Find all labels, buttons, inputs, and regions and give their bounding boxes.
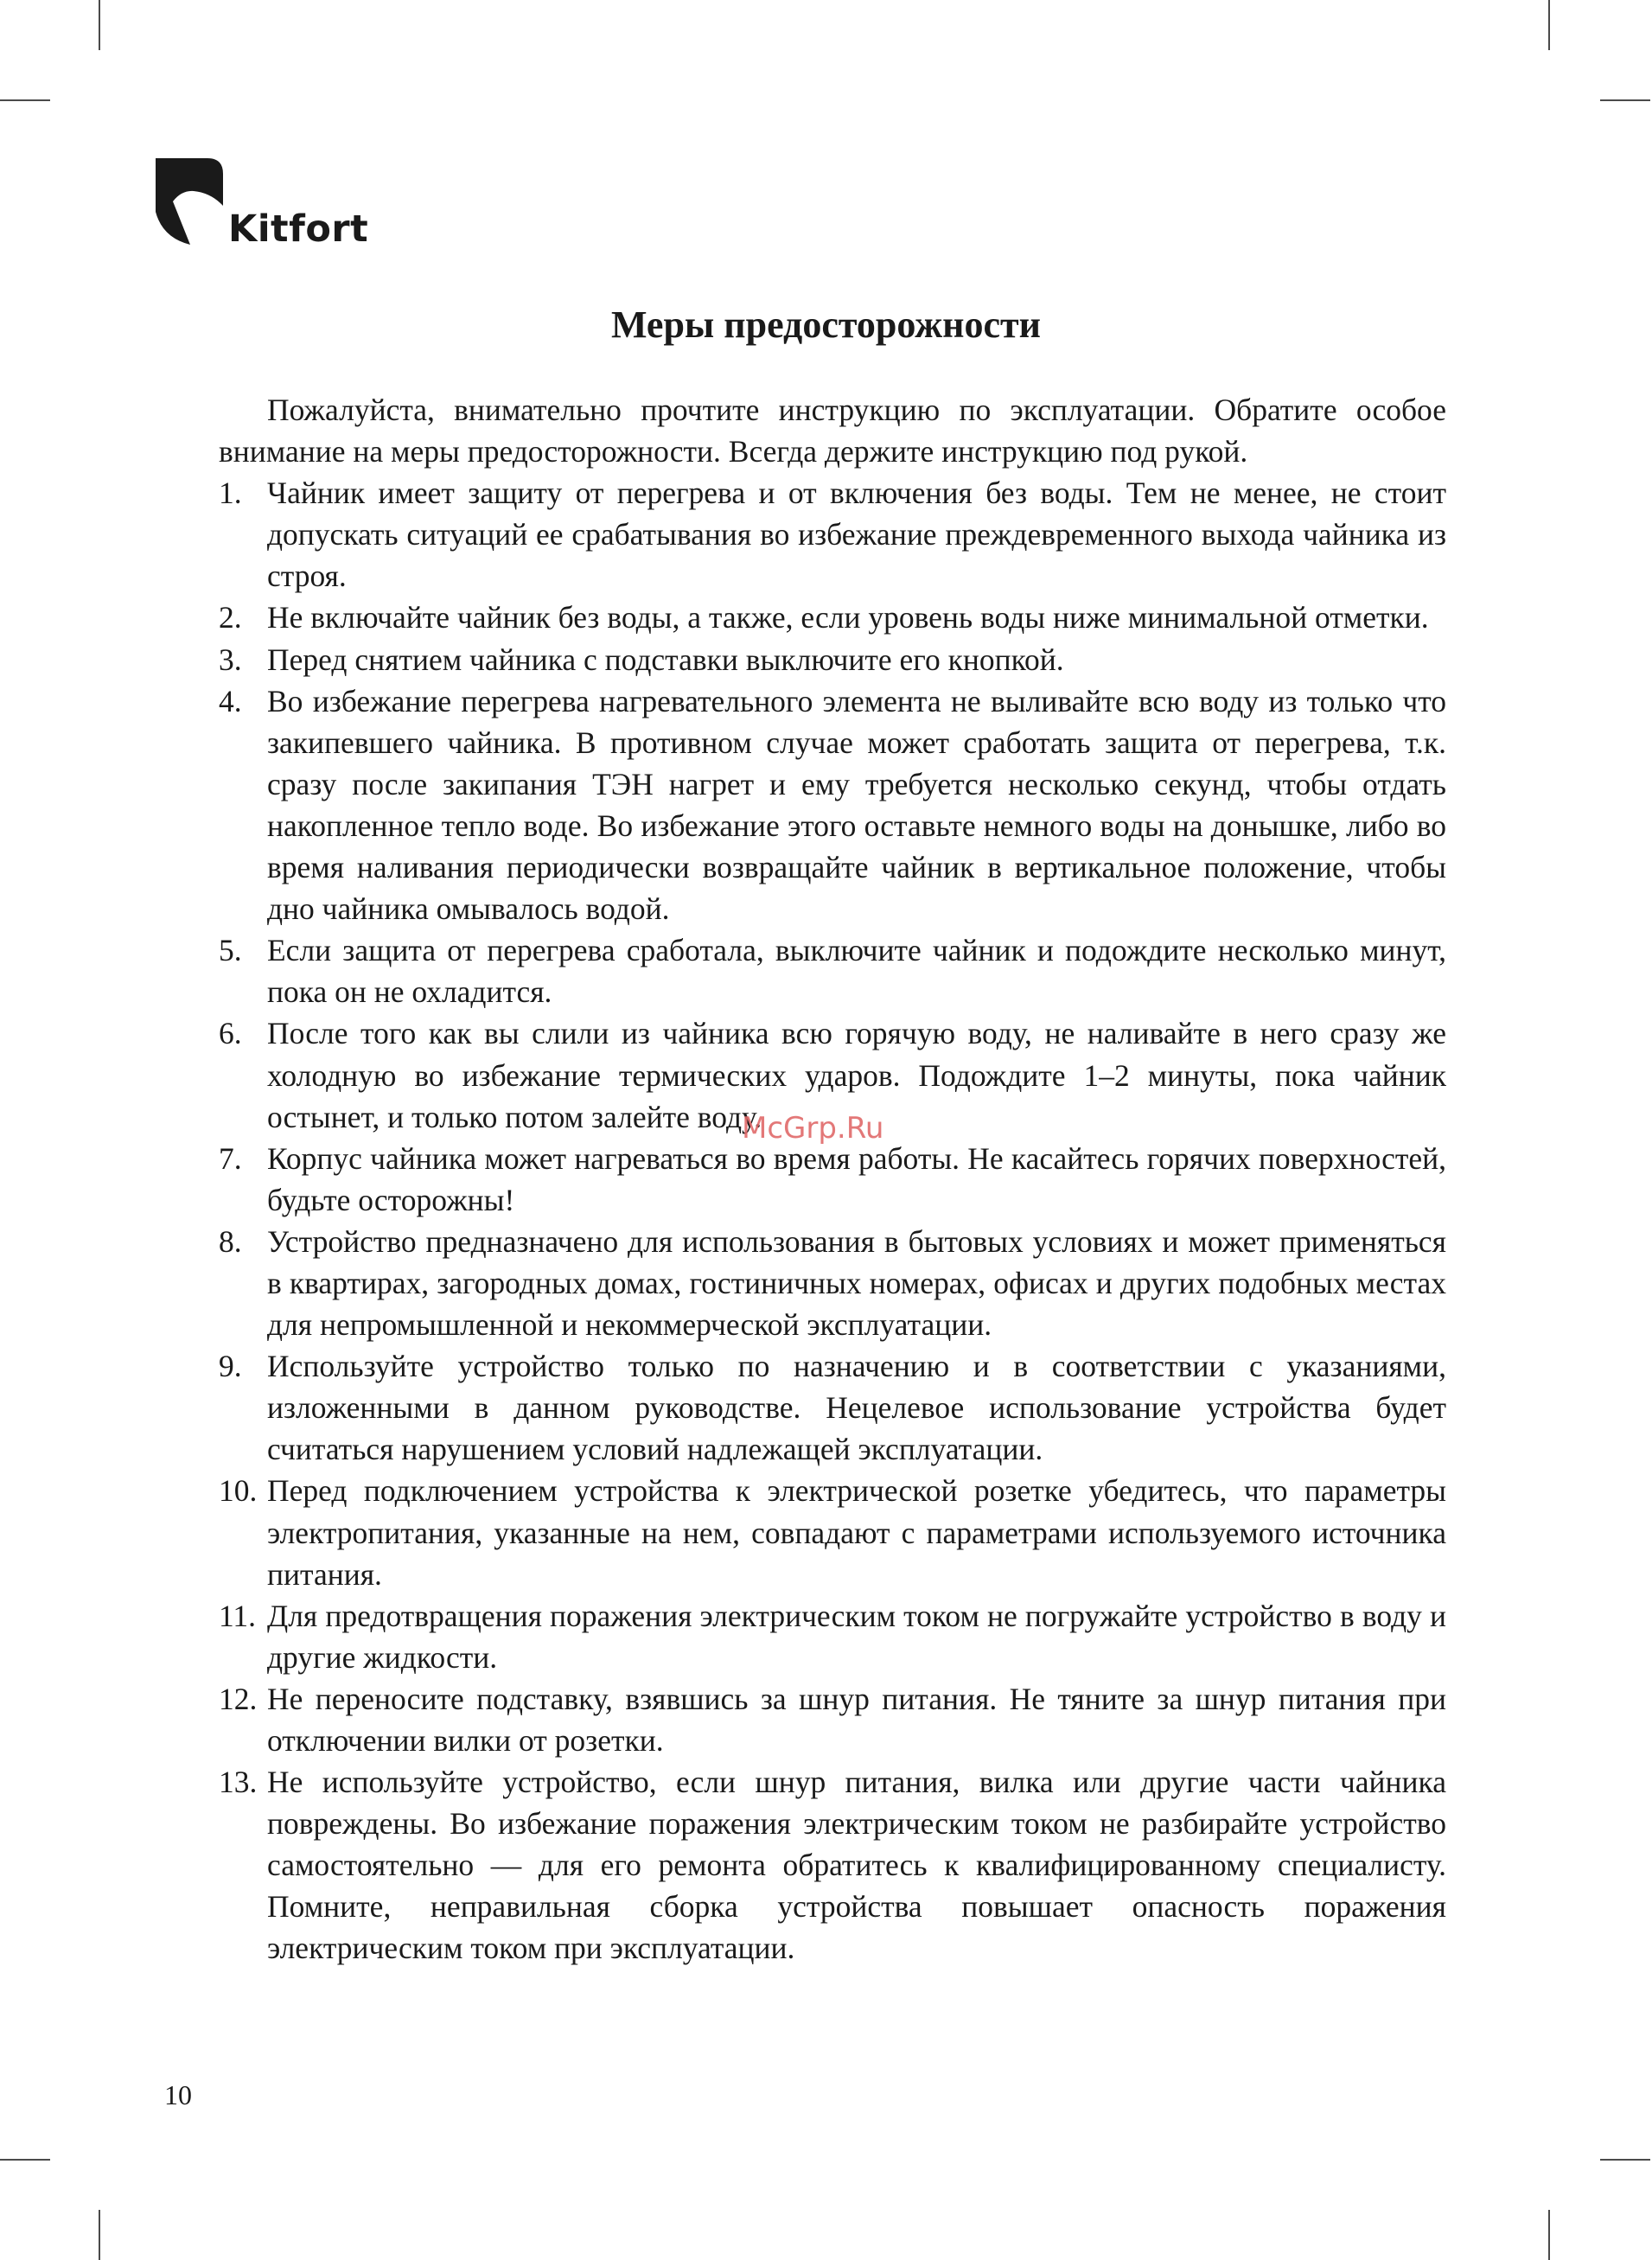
item-number: 13. [219,1765,258,1800]
list-item [219,1470,1446,1594]
list-item [219,639,1446,680]
item-text: Перед снятием чайника с подставки выключите его кнопкой. [267,642,1064,677]
item-number: 1. [219,476,242,511]
document-body [219,389,1446,1970]
item-number: 11. [219,1598,257,1633]
crop-mark [99,2210,100,2260]
list-item [219,680,1446,930]
list-item [219,1138,1446,1221]
item-text: Корпус чайника может нагреваться во время работы. Не касайтесь горячих поверхностей, будьте осторожны! [267,1140,1446,1217]
precautions-list [219,472,1446,1969]
item-text: Устройство предназначено для использования в бытовых условиях и может применяться в квартирах, загородных домах, гостиничных номерах, офисах и других подобных местах для непромышленной и некоммерческой эксплуатации. [267,1223,1446,1343]
item-number: 2. [219,600,242,635]
list-item [219,1221,1446,1345]
item-text: Во избежание перегрева нагревательного элемента не выливайте всю воду из только что закипевшего чайника. В противном случае может сработать защита от перегрева, т.к. сразу после закипания ТЭН нагрет и ему требуется несколько секунд, чтобы отдать накопленное тепло воде. Во избежание этого оставьте немного воды на донышке, либо во время наливания периодически возвращайте чайник в вертикальное положение, чтобы дно чайника омывалось водой. [267,683,1446,927]
list-item [219,472,1446,597]
brand-logo [156,158,369,251]
item-number: 4. [219,683,242,718]
list-item [219,1345,1446,1470]
page-title: Меры предосторожности [610,303,1042,346]
crop-mark [1600,99,1650,101]
item-text: Если защита от перегрева сработала, выключите чайник и подождите несколько минут, пока он не охладится. [267,933,1446,1010]
page-number: 10 [164,2079,192,2110]
item-number: 8. [219,1223,242,1259]
watermark: McGrp.Ru [742,1111,884,1146]
crop-mark [1548,0,1550,50]
item-number: 6. [219,1016,242,1051]
item-number: 3. [219,642,242,677]
crop-mark [99,0,100,50]
list-item [219,1761,1446,1969]
item-number: 12. [219,1681,258,1716]
list-item [219,597,1446,638]
item-number: 9. [219,1349,242,1384]
crop-mark [1600,2159,1650,2161]
crop-mark [0,2159,50,2161]
list-item [219,1678,1446,1761]
crop-mark [1548,2210,1550,2260]
crop-mark [0,99,50,101]
item-number: 10. [219,1473,258,1509]
list-item [219,1595,1446,1678]
item-text: Перед подключением устройства к электрической розетке убедитесь, что параметры электропитания, указанные на нем, совпадают с параметрами используемого источника питания. [267,1473,1446,1592]
item-text: Не включайте чайник без воды, а также, если уровень воды ниже минимальной отметки. [267,600,1429,635]
item-text: Для предотвращения поражения электрическим током не погружайте устройство в воду и другие жидкости. [267,1598,1446,1675]
item-number: 7. [219,1140,242,1176]
item-number: 5. [219,933,242,968]
intro-paragraph: Пожалуйста, внимательно прочтите инструкцию по эксплуатации. Обратите особое внимание на меры предосторожности. Всегда держите инструкцию под рукой. [219,393,1446,469]
kitfort-logo-icon [156,158,223,245]
item-text: Не переносите подставку, взявшись за шнур питания. Не тяните за шнур питания при отключении вилки от розетки. [267,1681,1446,1758]
item-text: Используйте устройство только по назначению и в соответствии с указаниями, изложенными в данном руководстве. Нецелевое использование устройства будет считаться нарушением условий надлежащей эксплуатации. [267,1349,1446,1467]
list-item [219,929,1446,1012]
item-text: Чайник имеет защиту от перегрева и от включения без воды. Тем не менее, не стоит допускать ситуаций ее срабатывания во избежание преждевременного выхода чайника из строя. [267,476,1446,594]
item-text: Не используйте устройство, если шнур питания, вилка или другие части чайника повреждены. Во избежание поражения электрическим током не разбирайте устройство самостоятельно — для его ремонта обратитесь к квалифицированному специалисту. Помните, неправильная сборка устройства повышает опасность поражения электрическим током при эксплуатации. [267,1765,1446,1966]
logo-text: Kitfort [228,207,369,251]
item-text: После того как вы слили из чайника всю горячую воду, не наливайте в него сразу же холодную во избежание термических ударов. Подождите 1–2 минуты, пока чайник остынет, и только потом залейте воду. [267,1016,1446,1134]
